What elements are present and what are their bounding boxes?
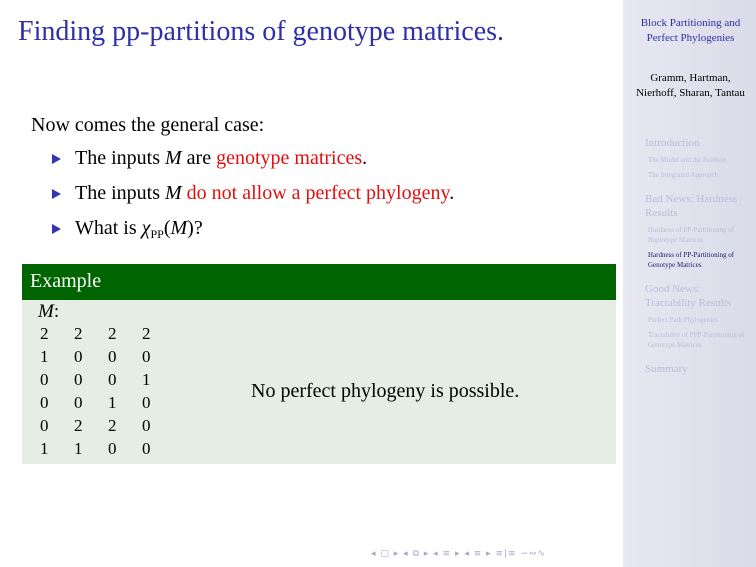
matrix-cell: 2 (142, 323, 151, 343)
toc-section[interactable]: Bad News: Hardness Results (645, 193, 738, 219)
matrix-cell: 0 (40, 369, 49, 389)
example-title: Example (22, 264, 616, 300)
frame-title: Finding pp-partitions of genotype matrices. (18, 16, 505, 47)
matrix-cell: 0 (74, 369, 83, 389)
toc-subsection[interactable]: Hardness of PP-Partitioning of Genotype Matrices (648, 251, 735, 269)
math-chi: χ (141, 217, 151, 239)
matrix-label (38, 301, 59, 323)
example-statement: No perfect phylogeny is possible. (251, 380, 520, 402)
toc-subsection[interactable]: Perfect Path Phylogenies (648, 316, 718, 324)
slide-content (31, 114, 454, 250)
matrix-cell: 2 (74, 415, 83, 435)
math-var: M (165, 182, 182, 204)
matrix-cell: 0 (142, 415, 151, 435)
matrix-cell: 0 (108, 346, 117, 366)
matrix-cell: 2 (108, 323, 117, 343)
example-body (22, 300, 616, 464)
matrix-row (40, 414, 176, 437)
toc-section[interactable]: Introduction (645, 137, 700, 149)
bullet-text: The inputs (75, 147, 165, 169)
matrix-cell: 0 (40, 392, 49, 412)
matrix-label-colon: : (53, 301, 60, 322)
toc-section[interactable]: Summary (645, 363, 688, 375)
toc-subsection[interactable]: Hardness of PP-Partitioning of Haplotype Matrices (648, 226, 735, 244)
bullet-item (31, 180, 454, 215)
matrix-row (40, 345, 176, 368)
alert-text: genotype matrices (216, 147, 363, 169)
matrix-cell: 0 (142, 392, 151, 412)
matrix-cell: 0 (74, 346, 83, 366)
math-var: M (165, 147, 182, 169)
matrix-cell: 2 (108, 415, 117, 435)
bullet-list (31, 145, 454, 250)
toc-subsection[interactable]: The Integrated Approach (648, 171, 718, 179)
bullet-triangle-icon (52, 189, 61, 199)
math-paren: ( (163, 217, 171, 239)
bullet-text: are (181, 147, 217, 169)
bullet-text: . (449, 182, 455, 204)
bullet-item (31, 145, 454, 180)
matrix-row (40, 437, 176, 460)
sidebar-authors: Gramm, Hartman, Nierhoff, Sharan, Tantau (636, 72, 745, 99)
matrix-cell: 1 (142, 369, 151, 389)
sidebar-title[interactable]: Block Partitioning and Perfect Phylogenies (640, 17, 741, 44)
bullet-text: What is (75, 217, 142, 239)
matrix-cell: 0 (40, 415, 49, 435)
matrix-cell: 0 (108, 438, 117, 458)
matrix-cell: 2 (40, 323, 49, 343)
matrix-label-var: M (38, 301, 54, 322)
bullet-text: . (362, 147, 368, 169)
intro-text: Now comes the general case: (31, 114, 265, 136)
matrix-cell: 1 (108, 392, 117, 412)
math-subscript: PP (150, 227, 164, 241)
matrix-cell: 0 (142, 346, 151, 366)
matrix-cell: 0 (108, 369, 117, 389)
toc-subsection[interactable]: The Model and the Problem (648, 156, 727, 164)
bullet-triangle-icon (52, 154, 61, 164)
genotype-matrix (40, 322, 176, 460)
matrix-cell: 0 (142, 438, 151, 458)
matrix-cell: 1 (40, 346, 49, 366)
toc-section[interactable]: Good News: Tractability Results (645, 283, 732, 309)
beamer-navigation[interactable]: ◂ ▢ ▸ ◂ ⧉ ▸ ◂ ≡ ▸ ◂ ≡ ▸ ≡|≡ ∽∾∿ (371, 549, 547, 559)
matrix-row (40, 322, 176, 345)
bullet-text: The inputs (75, 182, 165, 204)
alert-text: do not allow a perfect phylogeny (186, 182, 450, 204)
matrix-cell: 1 (74, 438, 83, 458)
toc-subsection[interactable]: Tractability of PPP-Partitioning of Genotype Matrices (648, 331, 745, 349)
sidebar-toc (645, 136, 753, 376)
example-block (22, 264, 616, 464)
matrix-row (40, 391, 176, 414)
matrix-cell: 2 (74, 323, 83, 343)
matrix-row (40, 368, 176, 391)
matrix-cell: 1 (40, 438, 49, 458)
bullet-triangle-icon (52, 224, 61, 234)
math-var: M (170, 217, 188, 239)
matrix-cell: 0 (74, 392, 83, 412)
bullet-item (31, 215, 454, 250)
math-paren: )? (187, 217, 203, 239)
